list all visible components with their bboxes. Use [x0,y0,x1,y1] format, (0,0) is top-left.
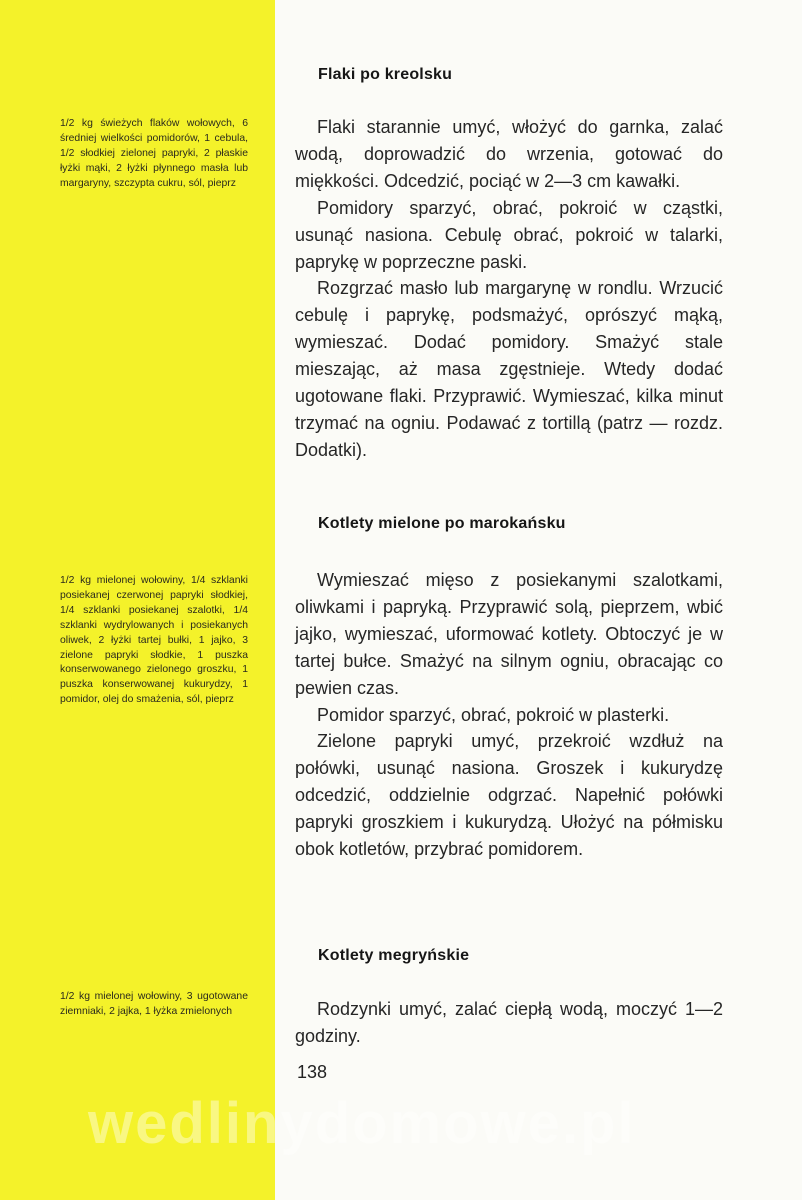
recipe-paragraph: Pomidory sparzyć, obrać, pokroić w cząstki, usunąć nasiona. Cebulę obrać, pokroić w talarki, paprykę w poprzeczne paski. [295,197,723,272]
ingredients-flaki-po-kreolsku: 1/2 kg świeżych flaków wołowych, 6 średniej wielkości pomidorów, 1 cebula, 1/2 słodkiej zielonej papryki, 2 płaskie łyżki mąki, 2 łyżki płynnego masła lub margaryny, szczypta cukru, sól, pieprz [60,118,248,189]
recipe-paragraph: Wymieszać mięso z posiekanymi szalotkami, oliwkami i papryką. Przyprawić solą, pieprzem, wbić jajko, wymieszać, uformować kotlety. Obtoczyć je w tartej bułce. Smażyć na silnym ogniu, obracając co pewien czas. [295,570,723,698]
recipe-paragraph: Pomidor sparzyć, obrać, pokroić w plasterki. [317,704,670,725]
recipe-body-flaki-po-kreolsku [295,114,723,464]
ingredients-kotlety-po-marokansku: 1/2 kg mielonej wołowiny, 1/4 szklanki posiekanej czerwonej papryki słodkiej, 1/4 szklanki posiekanej szalotki, 1/4 szklanki wydrylowanych i posiekanych oliwek, 2 łyżki tartej bułki, 1 jajko, 3 zielone papryki słodkie, 1 puszka konserwowanego zielonego groszku, 1 puszka konserwowanej kukurydzy, 1 pomidor, olej do smażenia, sól, pieprz [60,575,248,706]
recipe-title-kotlety-po-marokansku: Kotlety mielone po marokańsku [318,515,566,532]
watermark: wedlinydomowe.pl [88,1091,636,1156]
recipe-title-kotlety-megrynskie: Kotlety megryńskie [318,947,470,964]
recipe-paragraph: Flaki starannie umyć, włożyć do garnka, zalać wodą, doprowadzić do wrzenia, gotować do miękkości. Odcedzić, pociąć w 2—3 cm kawałki. [295,117,723,191]
ingredients-kotlety-megrynskie: 1/2 kg mielonej wołowiny, 3 ugotowane ziemniaki, 2 jajka, 1 łyżka zmielonych [60,991,248,1017]
recipe-paragraph: Rodzynki umyć, zalać ciepłą wodą, moczyć 1—2 godziny. [295,999,723,1046]
recipe-title-flaki-po-kreolsku: Flaki po kreolsku [318,66,453,83]
recipe-body-kotlety-po-marokansku [295,567,723,863]
recipe-paragraph: Zielone papryki umyć, przekroić wzdłuż na połówki, usunąć nasiona. Groszek i kukurydzę odcedzić, oddzielnie odgrzać. Napełnić połówki papryki groszkiem i kukurydzą. Ułożyć na półmisku obok kotletów, przybrać pomidorem. [295,731,723,860]
recipe-body-kotlety-megrynskie [295,996,723,1050]
page-number: 138 [297,1062,328,1082]
recipe-paragraph: Rozgrzać masło lub margarynę w rondlu. Wrzucić cebulę i paprykę, podsmażyć, oprószyć mąką, wymieszać. Dodać pomidory. Smażyć stale mieszając, aż masa zgęstnieje. Wtedy dodać ugotowane flaki. Przyprawić. Wymieszać, kilka minut trzymać na ogniu. Podawać z tortillą (patrz — rozdz. Dodatki). [295,278,723,460]
